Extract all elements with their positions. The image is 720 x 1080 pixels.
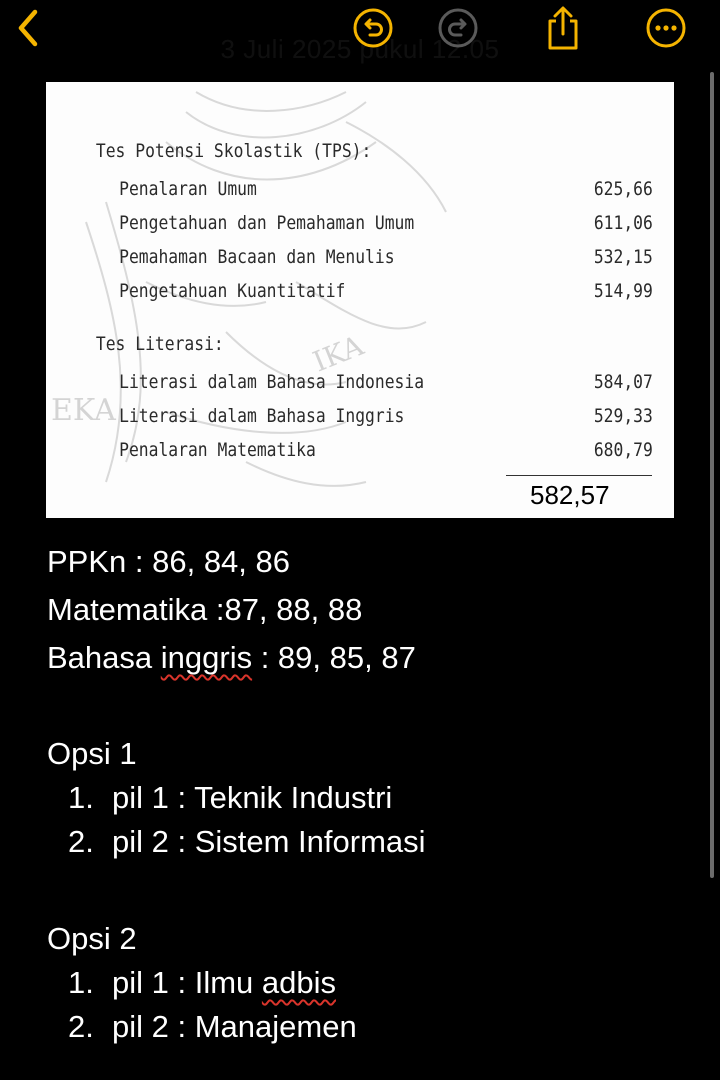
score-label: Penalaran Matematika [119, 439, 316, 461]
misspelled-word[interactable]: adbis [261, 965, 336, 1000]
chevron-left-icon [15, 8, 41, 48]
score-value: 584,07 [593, 371, 653, 393]
redo-icon [437, 7, 479, 49]
score-label: Literasi dalam Bahasa Indonesia [119, 371, 425, 393]
list-item[interactable] [68, 961, 336, 1005]
note-date: 3 Juli 2025 pukul 12.05 [220, 34, 500, 64]
score-label: Literasi dalam Bahasa Inggris [119, 405, 405, 427]
list-item[interactable] [68, 776, 392, 820]
list-number: 2. [68, 824, 94, 859]
score-value: 532,15 [593, 246, 653, 268]
list-item[interactable] [68, 820, 426, 864]
toolbar [0, 0, 720, 64]
score-label: Pemahaman Bacaan dan Menulis [119, 246, 395, 268]
score-value: 611,06 [593, 212, 653, 234]
share-icon [543, 5, 583, 51]
section-title-literasi: Tes Literasi: [95, 333, 224, 355]
grade-bahasa-prefix: Bahasa [47, 640, 161, 675]
score-value: 680,79 [593, 439, 653, 461]
undo-icon [352, 7, 394, 49]
option-1-title[interactable]: Opsi 1 [47, 736, 137, 771]
score-value: 529,33 [593, 405, 653, 427]
score-document [46, 82, 653, 518]
watermark-text-eka: EKA [51, 393, 116, 428]
grade-bahasa-inggris[interactable] [47, 634, 416, 682]
option-2-title[interactable]: Opsi 2 [47, 921, 137, 956]
score-value: 514,99 [593, 280, 653, 302]
total-divider [506, 475, 652, 476]
list-number: 1. [68, 965, 94, 1000]
list-item[interactable] [68, 1005, 357, 1049]
grade-ppkn[interactable]: PPKn : 86, 84, 86 [47, 544, 291, 579]
score-image [46, 82, 674, 518]
list-number: 1. [68, 780, 94, 815]
redo-button[interactable] [436, 6, 480, 50]
score-total: 582,57 [530, 480, 610, 510]
ellipsis-icon [645, 7, 687, 49]
score-value: 625,66 [593, 178, 653, 200]
section-title-tps: Tes Potensi Skolastik (TPS): [95, 140, 372, 162]
score-label: Penalaran Umum [119, 178, 257, 200]
more-button[interactable] [644, 6, 688, 50]
list-text: pil 1 : Ilmu [112, 965, 262, 1000]
score-label: Pengetahuan Kuantitatif [119, 280, 346, 302]
score-label: Pengetahuan dan Pemahaman Umum [119, 212, 415, 234]
list-text: pil 2 : Sistem Informasi [112, 824, 426, 859]
grade-bahasa-suffix: : 89, 85, 87 [252, 640, 416, 675]
misspelled-word[interactable]: inggris [160, 640, 253, 675]
scrollbar[interactable] [710, 72, 714, 878]
watermark-text-ika: IKA [308, 328, 368, 379]
list-number: 2. [68, 1009, 94, 1044]
share-button[interactable] [541, 6, 585, 50]
list-text: pil 2 : Manajemen [112, 1009, 357, 1044]
undo-button[interactable] [351, 6, 395, 50]
back-button[interactable] [6, 6, 50, 50]
grade-matematika[interactable]: Matematika :87, 88, 88 [47, 592, 363, 627]
list-text: pil 1 : Teknik Industri [112, 780, 393, 815]
